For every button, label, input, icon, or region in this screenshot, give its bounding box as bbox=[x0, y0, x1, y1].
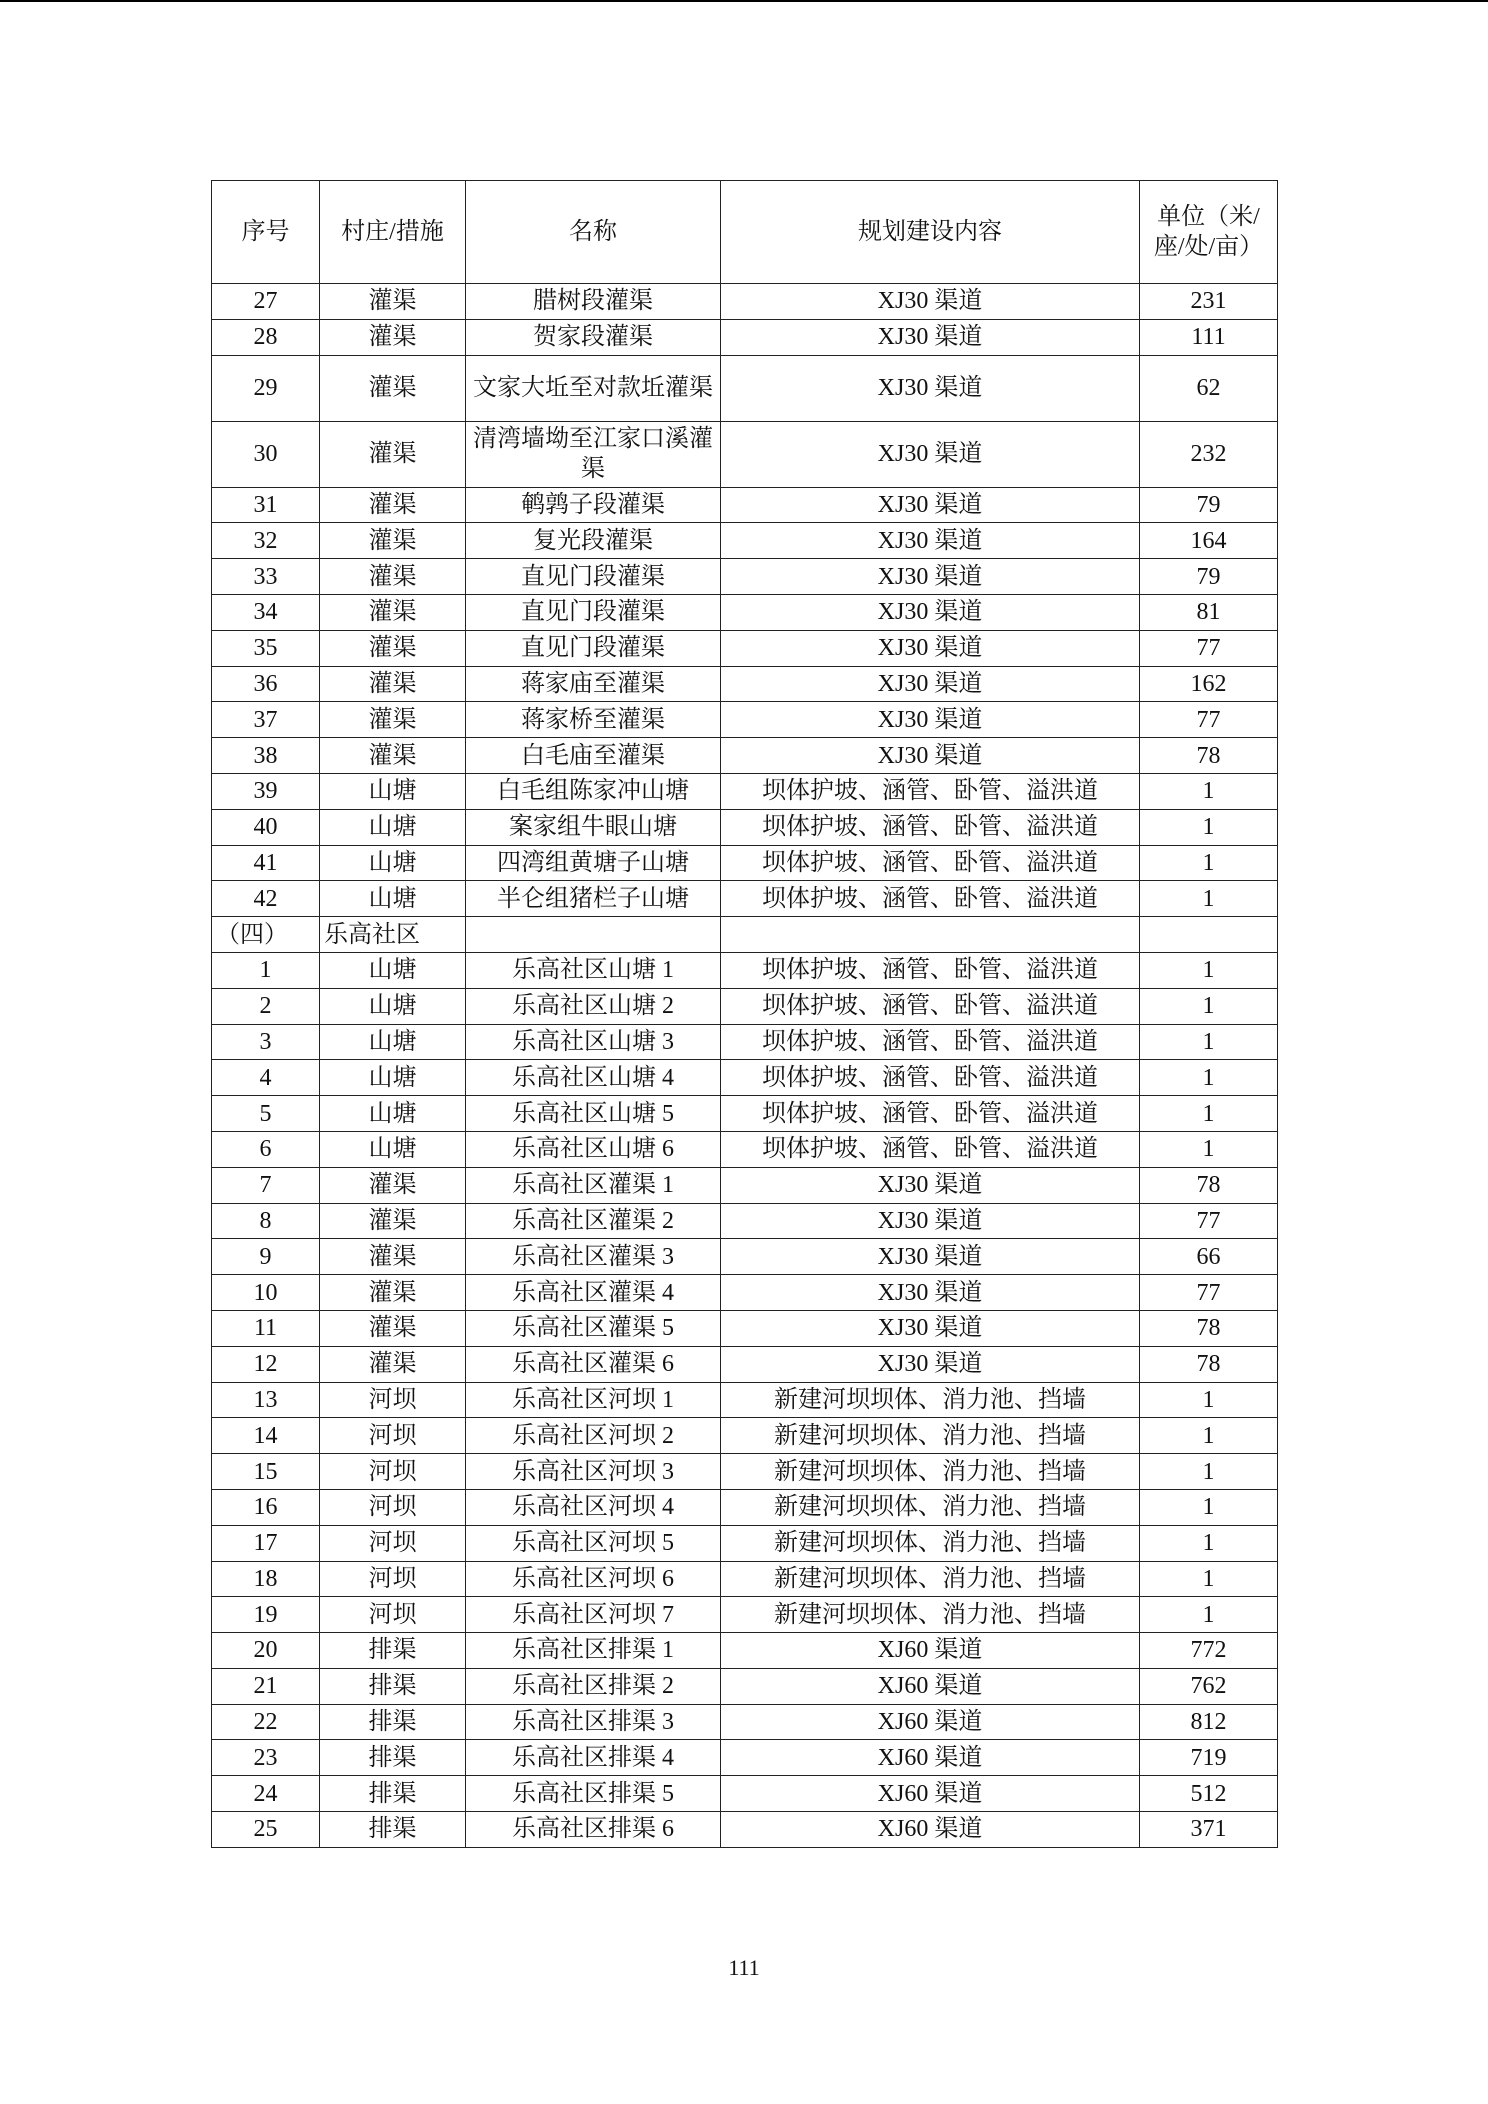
cell-seq: 12 bbox=[212, 1346, 320, 1382]
cell-seq: 24 bbox=[212, 1776, 320, 1812]
cell-unit: 79 bbox=[1140, 559, 1278, 595]
cell-planned-content: 坝体护坡、涵管、卧管、溢洪道 bbox=[721, 773, 1140, 809]
header-seq: 序号 bbox=[212, 181, 320, 284]
cell-planned-content: XJ30 渠道 bbox=[721, 630, 1140, 666]
table-row bbox=[212, 702, 1278, 738]
cell-name: 乐高社区排渠 5 bbox=[466, 1776, 721, 1812]
cell-village-measure: 山塘 bbox=[320, 1060, 466, 1096]
cell-planned-content: 坝体护坡、涵管、卧管、溢洪道 bbox=[721, 1024, 1140, 1060]
cell-name: 直见门段灌渠 bbox=[466, 630, 721, 666]
cell-name: 乐高社区灌渠 3 bbox=[466, 1239, 721, 1275]
cell-seq: 35 bbox=[212, 630, 320, 666]
table-row bbox=[212, 1525, 1278, 1561]
cell-name: 乐高社区河坝 3 bbox=[466, 1454, 721, 1490]
cell-village-measure: 山塘 bbox=[320, 1024, 466, 1060]
cell-seq: 23 bbox=[212, 1740, 320, 1776]
page-number: 111 bbox=[728, 1955, 760, 1980]
cell-name: 乐高社区河坝 6 bbox=[466, 1561, 721, 1597]
cell-name: 乐高社区山塘 6 bbox=[466, 1131, 721, 1167]
table-header-row bbox=[212, 181, 1278, 284]
cell-village-measure: 山塘 bbox=[320, 773, 466, 809]
cell-village-measure: 河坝 bbox=[320, 1561, 466, 1597]
cell-name: 乐高社区排渠 1 bbox=[466, 1633, 721, 1669]
table-row bbox=[212, 1561, 1278, 1597]
cell-village-measure: 山塘 bbox=[320, 881, 466, 917]
table-row bbox=[212, 773, 1278, 809]
cell-village-measure: 排渠 bbox=[320, 1633, 466, 1669]
cell-name: 蒋家庙至灌渠 bbox=[466, 666, 721, 702]
cell-unit: 1 bbox=[1140, 1060, 1278, 1096]
cell-seq: 9 bbox=[212, 1239, 320, 1275]
cell-village-measure: 灌渠 bbox=[320, 594, 466, 630]
cell-unit: 81 bbox=[1140, 594, 1278, 630]
table-row bbox=[212, 917, 1278, 953]
cell-planned-content: XJ30 渠道 bbox=[721, 702, 1140, 738]
cell-unit: 1 bbox=[1140, 845, 1278, 881]
table-row bbox=[212, 1597, 1278, 1633]
cell-unit: 231 bbox=[1140, 284, 1278, 320]
header-planned-content: 规划建设内容 bbox=[721, 181, 1140, 284]
cell-name: 直见门段灌渠 bbox=[466, 559, 721, 595]
cell-name: 乐高社区山塘 4 bbox=[466, 1060, 721, 1096]
table-row bbox=[212, 1418, 1278, 1454]
cell-seq: 33 bbox=[212, 559, 320, 595]
cell-planned-content: 新建河坝坝体、消力池、挡墙 bbox=[721, 1418, 1140, 1454]
cell-unit: 1 bbox=[1140, 1024, 1278, 1060]
cell-seq: （四） bbox=[212, 917, 320, 953]
cell-planned-content: 坝体护坡、涵管、卧管、溢洪道 bbox=[721, 881, 1140, 917]
cell-name: 四湾组黄塘子山塘 bbox=[466, 845, 721, 881]
cell-seq: 17 bbox=[212, 1525, 320, 1561]
cell-seq: 15 bbox=[212, 1454, 320, 1490]
cell-unit: 78 bbox=[1140, 738, 1278, 774]
cell-planned-content: XJ30 渠道 bbox=[721, 1310, 1140, 1346]
cell-unit: 1 bbox=[1140, 1597, 1278, 1633]
table-row bbox=[212, 559, 1278, 595]
cell-unit: 78 bbox=[1140, 1346, 1278, 1382]
cell-village-measure: 灌渠 bbox=[320, 702, 466, 738]
cell-planned-content: XJ60 渠道 bbox=[721, 1740, 1140, 1776]
cell-name: 乐高社区排渠 6 bbox=[466, 1812, 721, 1848]
cell-village-measure: 排渠 bbox=[320, 1812, 466, 1848]
cell-name: 半仑组猪栏子山塘 bbox=[466, 881, 721, 917]
cell-seq: 13 bbox=[212, 1382, 320, 1418]
cell-name: 乐高社区排渠 3 bbox=[466, 1704, 721, 1740]
cell-village-measure: 灌渠 bbox=[320, 421, 466, 487]
cell-village-measure: 乐高社区 bbox=[320, 917, 466, 953]
cell-unit: 62 bbox=[1140, 355, 1278, 421]
header-unit: 单位（米/座/处/亩） bbox=[1140, 181, 1278, 284]
cell-planned-content: XJ30 渠道 bbox=[721, 487, 1140, 523]
cell-unit: 164 bbox=[1140, 523, 1278, 559]
cell-unit: 812 bbox=[1140, 1704, 1278, 1740]
cell-unit: 77 bbox=[1140, 702, 1278, 738]
cell-name: 乐高社区河坝 1 bbox=[466, 1382, 721, 1418]
cell-unit: 772 bbox=[1140, 1633, 1278, 1669]
cell-seq: 36 bbox=[212, 666, 320, 702]
table-row bbox=[212, 1310, 1278, 1346]
cell-village-measure: 灌渠 bbox=[320, 559, 466, 595]
table-row bbox=[212, 1239, 1278, 1275]
cell-seq: 40 bbox=[212, 809, 320, 845]
table-row bbox=[212, 1275, 1278, 1311]
cell-unit bbox=[1140, 917, 1278, 953]
cell-village-measure: 河坝 bbox=[320, 1597, 466, 1633]
cell-village-measure: 排渠 bbox=[320, 1740, 466, 1776]
table-row bbox=[212, 487, 1278, 523]
table-row bbox=[212, 355, 1278, 421]
cell-name: 腊树段灌渠 bbox=[466, 284, 721, 320]
cell-village-measure: 灌渠 bbox=[320, 1239, 466, 1275]
cell-name: 白毛庙至灌渠 bbox=[466, 738, 721, 774]
cell-unit: 1 bbox=[1140, 1454, 1278, 1490]
cell-village-measure: 河坝 bbox=[320, 1489, 466, 1525]
cell-planned-content: XJ30 渠道 bbox=[721, 284, 1140, 320]
cell-unit: 1 bbox=[1140, 1489, 1278, 1525]
table-row bbox=[212, 523, 1278, 559]
cell-planned-content: XJ30 渠道 bbox=[721, 421, 1140, 487]
cell-planned-content: XJ30 渠道 bbox=[721, 523, 1140, 559]
page-top-border bbox=[0, 0, 1488, 2]
cell-name: 乐高社区排渠 2 bbox=[466, 1668, 721, 1704]
cell-planned-content: XJ30 渠道 bbox=[721, 1203, 1140, 1239]
cell-village-measure: 排渠 bbox=[320, 1668, 466, 1704]
cell-name: 乐高社区灌渠 1 bbox=[466, 1167, 721, 1203]
cell-planned-content: 新建河坝坝体、消力池、挡墙 bbox=[721, 1382, 1140, 1418]
cell-seq: 32 bbox=[212, 523, 320, 559]
cell-village-measure: 灌渠 bbox=[320, 355, 466, 421]
cell-unit: 1 bbox=[1140, 1561, 1278, 1597]
table-row bbox=[212, 1776, 1278, 1812]
cell-planned-content: XJ60 渠道 bbox=[721, 1668, 1140, 1704]
cell-name: 清湾墙坳至江家口溪灌渠 bbox=[466, 421, 721, 487]
cell-seq: 1 bbox=[212, 952, 320, 988]
table-row bbox=[212, 1024, 1278, 1060]
cell-name bbox=[466, 917, 721, 953]
cell-village-measure: 灌渠 bbox=[320, 523, 466, 559]
cell-village-measure: 灌渠 bbox=[320, 1203, 466, 1239]
cell-planned-content bbox=[721, 917, 1140, 953]
cell-seq: 42 bbox=[212, 881, 320, 917]
cell-seq: 5 bbox=[212, 1096, 320, 1132]
cell-planned-content: XJ30 渠道 bbox=[721, 355, 1140, 421]
cell-planned-content: 坝体护坡、涵管、卧管、溢洪道 bbox=[721, 1060, 1140, 1096]
table-row bbox=[212, 1167, 1278, 1203]
cell-name: 乐高社区山塘 1 bbox=[466, 952, 721, 988]
cell-village-measure: 灌渠 bbox=[320, 738, 466, 774]
cell-seq: 22 bbox=[212, 1704, 320, 1740]
cell-unit: 1 bbox=[1140, 1525, 1278, 1561]
cell-name: 直见门段灌渠 bbox=[466, 594, 721, 630]
table-row bbox=[212, 1131, 1278, 1167]
cell-name: 乐高社区河坝 2 bbox=[466, 1418, 721, 1454]
cell-name: 乐高社区排渠 4 bbox=[466, 1740, 721, 1776]
cell-planned-content: XJ30 渠道 bbox=[721, 738, 1140, 774]
cell-seq: 34 bbox=[212, 594, 320, 630]
table-row bbox=[212, 594, 1278, 630]
cell-unit: 1 bbox=[1140, 1131, 1278, 1167]
cell-unit: 78 bbox=[1140, 1310, 1278, 1346]
cell-village-measure: 山塘 bbox=[320, 1131, 466, 1167]
cell-planned-content: XJ60 渠道 bbox=[721, 1633, 1140, 1669]
cell-unit: 1 bbox=[1140, 881, 1278, 917]
table-row bbox=[212, 1633, 1278, 1669]
table-row bbox=[212, 421, 1278, 487]
cell-name: 复光段灌渠 bbox=[466, 523, 721, 559]
table-row bbox=[212, 1668, 1278, 1704]
cell-name: 白毛组陈家冲山塘 bbox=[466, 773, 721, 809]
cell-seq: 7 bbox=[212, 1167, 320, 1203]
table-row bbox=[212, 881, 1278, 917]
cell-seq: 11 bbox=[212, 1310, 320, 1346]
table-row bbox=[212, 1096, 1278, 1132]
cell-name: 案家组牛眼山塘 bbox=[466, 809, 721, 845]
cell-seq: 19 bbox=[212, 1597, 320, 1633]
cell-seq: 30 bbox=[212, 421, 320, 487]
cell-planned-content: 坝体护坡、涵管、卧管、溢洪道 bbox=[721, 809, 1140, 845]
cell-seq: 8 bbox=[212, 1203, 320, 1239]
cell-planned-content: 坝体护坡、涵管、卧管、溢洪道 bbox=[721, 1096, 1140, 1132]
table-row bbox=[212, 988, 1278, 1024]
table-body bbox=[212, 284, 1278, 1848]
cell-village-measure: 河坝 bbox=[320, 1454, 466, 1490]
cell-planned-content: XJ30 渠道 bbox=[721, 1346, 1140, 1382]
cell-name: 贺家段灌渠 bbox=[466, 319, 721, 355]
cell-name: 乐高社区灌渠 5 bbox=[466, 1310, 721, 1346]
cell-name: 乐高社区河坝 5 bbox=[466, 1525, 721, 1561]
cell-name: 乐高社区灌渠 4 bbox=[466, 1275, 721, 1311]
cell-planned-content: XJ30 渠道 bbox=[721, 1167, 1140, 1203]
cell-unit: 79 bbox=[1140, 487, 1278, 523]
cell-planned-content: XJ30 渠道 bbox=[721, 559, 1140, 595]
cell-village-measure: 山塘 bbox=[320, 1096, 466, 1132]
cell-name: 鹌鹑子段灌渠 bbox=[466, 487, 721, 523]
cell-name: 乐高社区河坝 7 bbox=[466, 1597, 721, 1633]
table-row bbox=[212, 845, 1278, 881]
cell-planned-content: 坝体护坡、涵管、卧管、溢洪道 bbox=[721, 845, 1140, 881]
cell-village-measure: 灌渠 bbox=[320, 1310, 466, 1346]
cell-village-measure: 灌渠 bbox=[320, 630, 466, 666]
cell-seq: 41 bbox=[212, 845, 320, 881]
cell-unit: 232 bbox=[1140, 421, 1278, 487]
cell-unit: 77 bbox=[1140, 1203, 1278, 1239]
cell-seq: 20 bbox=[212, 1633, 320, 1669]
table-row bbox=[212, 1060, 1278, 1096]
cell-village-measure: 山塘 bbox=[320, 845, 466, 881]
cell-seq: 18 bbox=[212, 1561, 320, 1597]
table-row bbox=[212, 1489, 1278, 1525]
cell-seq: 37 bbox=[212, 702, 320, 738]
cell-name: 乐高社区山塘 3 bbox=[466, 1024, 721, 1060]
table-row bbox=[212, 1704, 1278, 1740]
cell-unit: 1 bbox=[1140, 1418, 1278, 1454]
cell-seq: 21 bbox=[212, 1668, 320, 1704]
cell-village-measure: 排渠 bbox=[320, 1776, 466, 1812]
table-row bbox=[212, 738, 1278, 774]
cell-seq: 14 bbox=[212, 1418, 320, 1454]
table-row bbox=[212, 952, 1278, 988]
table-row bbox=[212, 1740, 1278, 1776]
cell-unit: 1 bbox=[1140, 809, 1278, 845]
cell-village-measure: 山塘 bbox=[320, 952, 466, 988]
cell-seq: 38 bbox=[212, 738, 320, 774]
cell-seq: 28 bbox=[212, 319, 320, 355]
cell-seq: 4 bbox=[212, 1060, 320, 1096]
cell-unit: 77 bbox=[1140, 1275, 1278, 1311]
cell-village-measure: 灌渠 bbox=[320, 1275, 466, 1311]
cell-seq: 6 bbox=[212, 1131, 320, 1167]
cell-unit: 719 bbox=[1140, 1740, 1278, 1776]
cell-planned-content: XJ60 渠道 bbox=[721, 1704, 1140, 1740]
cell-unit: 66 bbox=[1140, 1239, 1278, 1275]
cell-seq: 10 bbox=[212, 1275, 320, 1311]
cell-name: 乐高社区山塘 5 bbox=[466, 1096, 721, 1132]
cell-planned-content: 新建河坝坝体、消力池、挡墙 bbox=[721, 1597, 1140, 1633]
table-row bbox=[212, 809, 1278, 845]
header-village-measure: 村庄/措施 bbox=[320, 181, 466, 284]
cell-unit: 77 bbox=[1140, 630, 1278, 666]
cell-planned-content: XJ60 渠道 bbox=[721, 1776, 1140, 1812]
cell-unit: 1 bbox=[1140, 988, 1278, 1024]
cell-seq: 27 bbox=[212, 284, 320, 320]
cell-planned-content: 新建河坝坝体、消力池、挡墙 bbox=[721, 1489, 1140, 1525]
cell-planned-content: 新建河坝坝体、消力池、挡墙 bbox=[721, 1525, 1140, 1561]
cell-village-measure: 山塘 bbox=[320, 988, 466, 1024]
table-row bbox=[212, 630, 1278, 666]
table-row bbox=[212, 1203, 1278, 1239]
cell-village-measure: 灌渠 bbox=[320, 319, 466, 355]
cell-name: 蒋家桥至灌渠 bbox=[466, 702, 721, 738]
cell-planned-content: 坝体护坡、涵管、卧管、溢洪道 bbox=[721, 1131, 1140, 1167]
cell-unit: 1 bbox=[1140, 1096, 1278, 1132]
cell-planned-content: XJ30 渠道 bbox=[721, 319, 1140, 355]
cell-unit: 1 bbox=[1140, 773, 1278, 809]
cell-village-measure: 灌渠 bbox=[320, 1346, 466, 1382]
cell-village-measure: 河坝 bbox=[320, 1382, 466, 1418]
cell-unit: 1 bbox=[1140, 952, 1278, 988]
cell-seq: 25 bbox=[212, 1812, 320, 1848]
cell-village-measure: 灌渠 bbox=[320, 284, 466, 320]
cell-name: 乐高社区灌渠 2 bbox=[466, 1203, 721, 1239]
cell-seq: 2 bbox=[212, 988, 320, 1024]
planning-table bbox=[211, 180, 1278, 1848]
cell-planned-content: 新建河坝坝体、消力池、挡墙 bbox=[721, 1561, 1140, 1597]
table-row bbox=[212, 666, 1278, 702]
cell-unit: 512 bbox=[1140, 1776, 1278, 1812]
cell-seq: 3 bbox=[212, 1024, 320, 1060]
cell-name: 乐高社区灌渠 6 bbox=[466, 1346, 721, 1382]
cell-planned-content: 坝体护坡、涵管、卧管、溢洪道 bbox=[721, 952, 1140, 988]
cell-village-measure: 山塘 bbox=[320, 809, 466, 845]
cell-planned-content: XJ60 渠道 bbox=[721, 1812, 1140, 1848]
cell-seq: 29 bbox=[212, 355, 320, 421]
cell-unit: 762 bbox=[1140, 1668, 1278, 1704]
cell-unit: 111 bbox=[1140, 319, 1278, 355]
cell-name: 乐高社区山塘 2 bbox=[466, 988, 721, 1024]
cell-unit: 162 bbox=[1140, 666, 1278, 702]
cell-village-measure: 河坝 bbox=[320, 1418, 466, 1454]
cell-planned-content: XJ30 渠道 bbox=[721, 1275, 1140, 1311]
cell-planned-content: XJ30 渠道 bbox=[721, 594, 1140, 630]
cell-village-measure: 河坝 bbox=[320, 1525, 466, 1561]
table-row bbox=[212, 284, 1278, 320]
cell-village-measure: 排渠 bbox=[320, 1704, 466, 1740]
table-row bbox=[212, 1382, 1278, 1418]
table-row bbox=[212, 1454, 1278, 1490]
cell-seq: 16 bbox=[212, 1489, 320, 1525]
cell-village-measure: 灌渠 bbox=[320, 487, 466, 523]
cell-planned-content: XJ30 渠道 bbox=[721, 1239, 1140, 1275]
table-row bbox=[212, 319, 1278, 355]
header-name: 名称 bbox=[466, 181, 721, 284]
cell-unit: 371 bbox=[1140, 1812, 1278, 1848]
cell-unit: 1 bbox=[1140, 1382, 1278, 1418]
cell-planned-content: XJ30 渠道 bbox=[721, 666, 1140, 702]
cell-unit: 78 bbox=[1140, 1167, 1278, 1203]
cell-seq: 39 bbox=[212, 773, 320, 809]
cell-village-measure: 灌渠 bbox=[320, 666, 466, 702]
cell-planned-content: 坝体护坡、涵管、卧管、溢洪道 bbox=[721, 988, 1140, 1024]
table-row bbox=[212, 1812, 1278, 1848]
cell-planned-content: 新建河坝坝体、消力池、挡墙 bbox=[721, 1454, 1140, 1490]
cell-seq: 31 bbox=[212, 487, 320, 523]
cell-name: 文家大坵至对款坵灌渠 bbox=[466, 355, 721, 421]
cell-village-measure: 灌渠 bbox=[320, 1167, 466, 1203]
table-row bbox=[212, 1346, 1278, 1382]
cell-name: 乐高社区河坝 4 bbox=[466, 1489, 721, 1525]
